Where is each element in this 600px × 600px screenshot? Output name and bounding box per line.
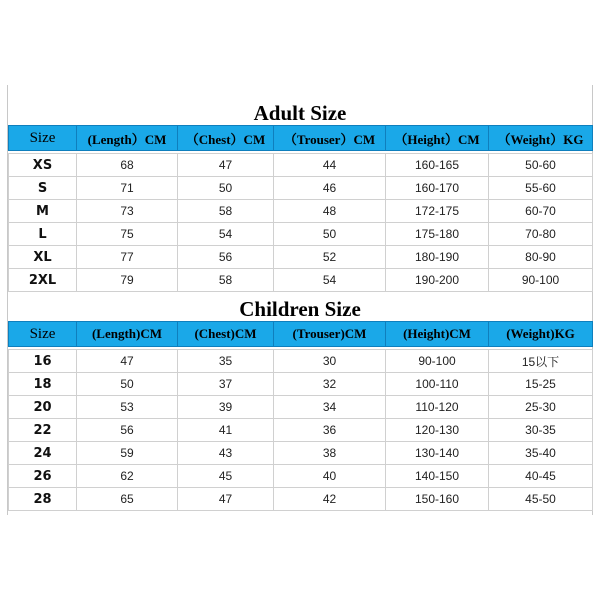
table-row <box>9 177 593 200</box>
table-cell: 50 <box>274 223 386 246</box>
table-cell: 100-110 <box>386 373 489 396</box>
size-label-cell: XS <box>9 154 77 177</box>
adult-header-chest: （Chest）CM <box>178 126 274 151</box>
table-cell: 90-100 <box>386 350 489 373</box>
size-label-cell: 26 <box>9 465 77 488</box>
table-cell: 48 <box>274 200 386 223</box>
table-cell: 52 <box>274 246 386 269</box>
table-cell: 47 <box>178 154 274 177</box>
size-label-cell: XL <box>9 246 77 269</box>
table-cell: 180-190 <box>386 246 489 269</box>
children-header-height: (Height)CM <box>386 322 489 347</box>
table-cell: 79 <box>77 269 178 292</box>
table-cell: 65 <box>77 488 178 511</box>
size-label-cell: 18 <box>9 373 77 396</box>
table-cell: 120-130 <box>386 419 489 442</box>
table-cell: 46 <box>274 177 386 200</box>
table-row <box>9 396 593 419</box>
table-cell: 190-200 <box>386 269 489 292</box>
table-cell: 32 <box>274 373 386 396</box>
adult-size-title: Adult Size <box>253 101 347 125</box>
table-cell: 25-30 <box>489 396 593 419</box>
children-header-length: (Length)CM <box>77 322 178 347</box>
children-header-chest: (Chest)CM <box>178 322 274 347</box>
table-cell: 40-45 <box>489 465 593 488</box>
size-label-cell: 2XL <box>9 269 77 292</box>
adult-header-height: （Height）CM <box>386 126 489 151</box>
size-label-cell: 28 <box>9 488 77 511</box>
table-cell: 36 <box>274 419 386 442</box>
table-cell: 150-160 <box>386 488 489 511</box>
table-cell: 172-175 <box>386 200 489 223</box>
table-cell: 37 <box>178 373 274 396</box>
table-cell: 42 <box>274 488 386 511</box>
children-size-table <box>8 321 593 511</box>
table-row <box>9 465 593 488</box>
table-cell: 40 <box>274 465 386 488</box>
children-header-trouser: (Trouser)CM <box>274 322 386 347</box>
table-cell: 55-60 <box>489 177 593 200</box>
adult-header-length: (Length）CM <box>77 126 178 151</box>
table-cell: 160-165 <box>386 154 489 177</box>
children-header-row <box>9 322 593 347</box>
adult-size-table <box>8 125 593 292</box>
size-label-cell: S <box>9 177 77 200</box>
table-cell: 73 <box>77 200 178 223</box>
table-cell: 70-80 <box>489 223 593 246</box>
table-cell: 30 <box>274 350 386 373</box>
table-cell: 175-180 <box>386 223 489 246</box>
table-cell: 56 <box>178 246 274 269</box>
table-row <box>9 269 593 292</box>
size-label-cell: L <box>9 223 77 246</box>
size-label-cell: 22 <box>9 419 77 442</box>
table-cell: 47 <box>178 488 274 511</box>
table-cell: 77 <box>77 246 178 269</box>
table-cell: 90-100 <box>489 269 593 292</box>
table-cell: 38 <box>274 442 386 465</box>
table-cell: 68 <box>77 154 178 177</box>
children-header-weight: (Weight)KG <box>489 322 593 347</box>
table-row <box>9 200 593 223</box>
table-cell: 54 <box>178 223 274 246</box>
table-cell: 44 <box>274 154 386 177</box>
table-cell: 54 <box>274 269 386 292</box>
table-cell: 71 <box>77 177 178 200</box>
table-cell: 75 <box>77 223 178 246</box>
adult-header-weight: （Weight）KG <box>489 126 593 151</box>
table-row <box>9 442 593 465</box>
table-cell: 45 <box>178 465 274 488</box>
table-cell: 50 <box>178 177 274 200</box>
size-label-cell: 16 <box>9 350 77 373</box>
table-cell: 30-35 <box>489 419 593 442</box>
table-cell: 41 <box>178 419 274 442</box>
table-cell: 59 <box>77 442 178 465</box>
table-cell: 45-50 <box>489 488 593 511</box>
table-cell: 62 <box>77 465 178 488</box>
table-row <box>9 223 593 246</box>
table-cell: 15以下 <box>489 350 593 373</box>
table-cell: 58 <box>178 269 274 292</box>
size-label-cell: 20 <box>9 396 77 419</box>
table-cell: 56 <box>77 419 178 442</box>
table-cell: 160-170 <box>386 177 489 200</box>
table-row <box>9 488 593 511</box>
table-row <box>9 350 593 373</box>
table-row <box>9 246 593 269</box>
table-cell: 50 <box>77 373 178 396</box>
table-cell: 80-90 <box>489 246 593 269</box>
size-label-cell: 24 <box>9 442 77 465</box>
table-cell: 35 <box>178 350 274 373</box>
table-cell: 39 <box>178 396 274 419</box>
table-cell: 140-150 <box>386 465 489 488</box>
table-cell: 15-25 <box>489 373 593 396</box>
table-cell: 47 <box>77 350 178 373</box>
table-cell: 50-60 <box>489 154 593 177</box>
adult-header-trouser: （Trouser）CM <box>274 126 386 151</box>
table-row <box>9 154 593 177</box>
adult-header-size: Size <box>9 126 77 151</box>
children-header-size: Size <box>9 322 77 347</box>
table-cell: 58 <box>178 200 274 223</box>
table-cell: 60-70 <box>489 200 593 223</box>
adult-header-row <box>9 126 593 151</box>
children-size-title: Children Size <box>239 297 361 321</box>
table-cell: 43 <box>178 442 274 465</box>
table-cell: 35-40 <box>489 442 593 465</box>
table-cell: 53 <box>77 396 178 419</box>
table-cell: 110-120 <box>386 396 489 419</box>
table-row <box>9 373 593 396</box>
table-cell: 130-140 <box>386 442 489 465</box>
table-cell: 34 <box>274 396 386 419</box>
table-row <box>9 419 593 442</box>
size-label-cell: M <box>9 200 77 223</box>
